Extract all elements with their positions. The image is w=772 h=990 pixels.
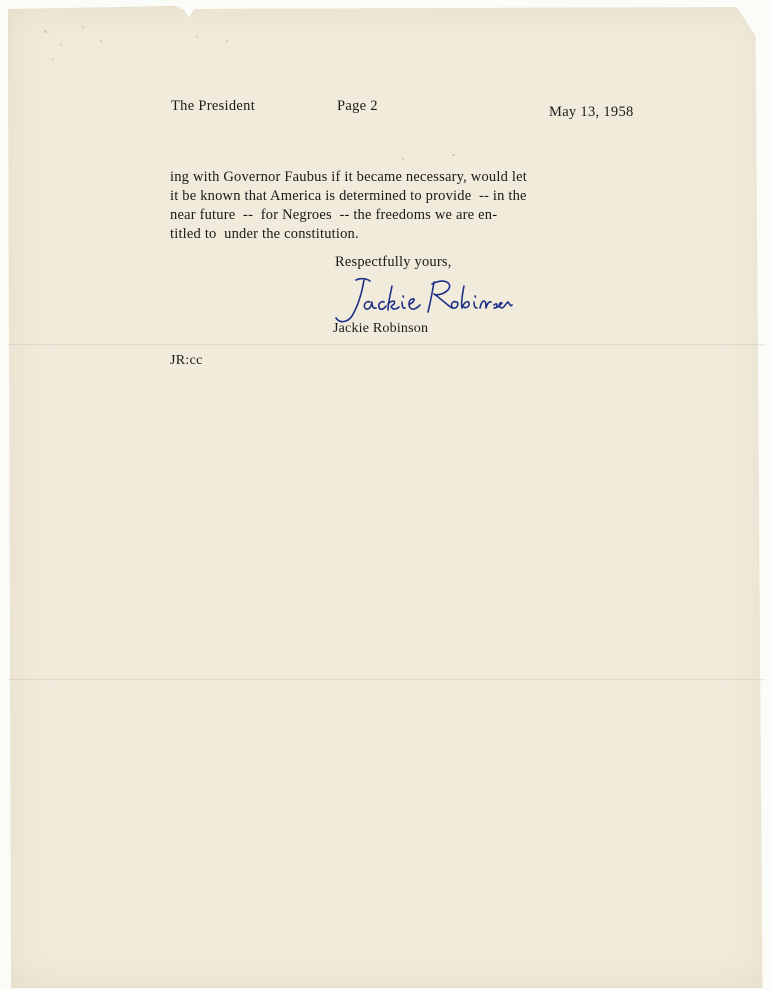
header-date: May 13, 1958 [549,104,634,120]
reference-initials: JR:cc [170,353,203,368]
body-line: near future -- for Negroes -- the freedoms we are en- [170,207,498,223]
header-page-number: Page 2 [337,98,378,114]
closing-salutation: Respectfully yours, [335,254,452,270]
header-recipient: The President [171,98,256,114]
body-line: it be known that America is determined to provide -- in the [170,188,527,204]
body-line: titled to under the constitution. [170,226,359,242]
body-line: ing with Governor Faubus if it became necessary, would let [170,169,527,185]
letter-body [170,168,527,244]
typed-signer-name: Jackie Robinson [333,321,429,336]
